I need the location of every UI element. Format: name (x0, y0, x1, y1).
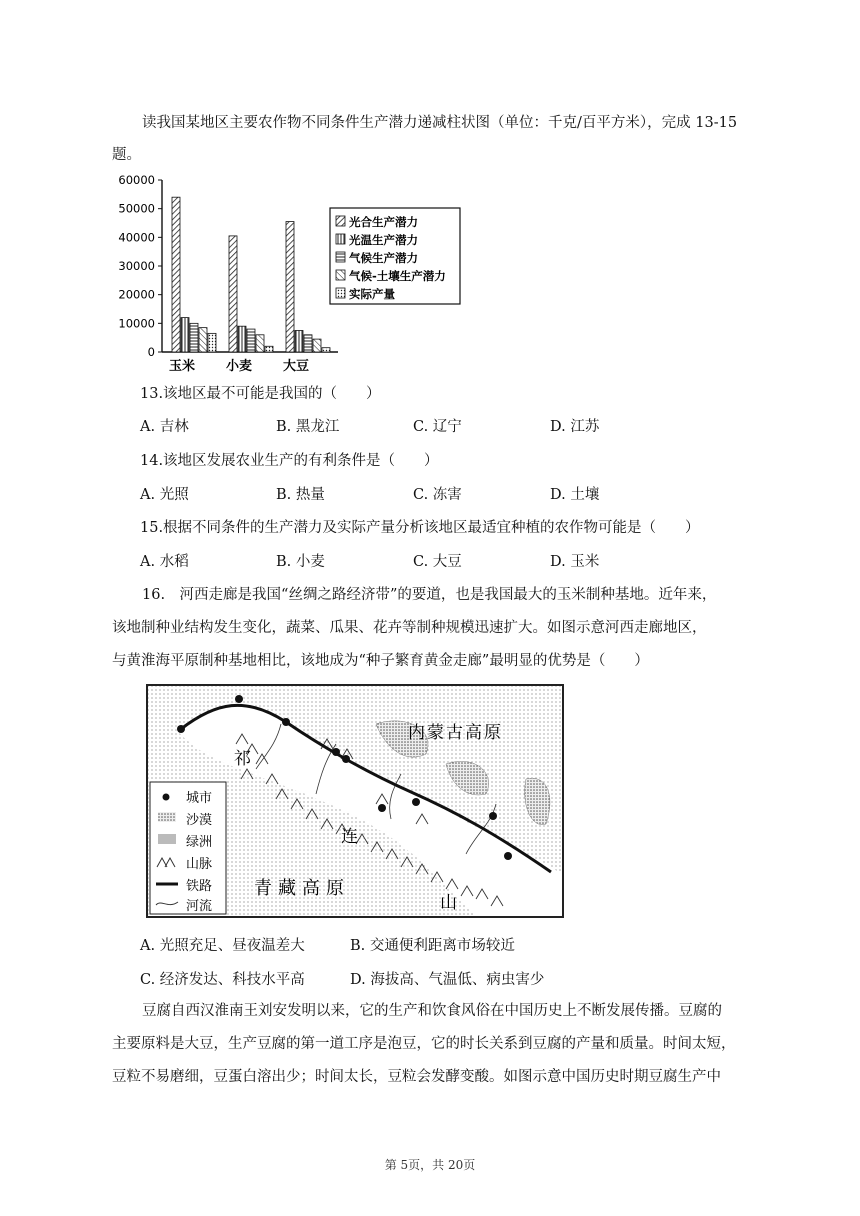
y-tick-label: 0 (147, 345, 155, 359)
bar (208, 333, 216, 352)
label-qilian-2: 连 (341, 827, 358, 847)
y-tick-label: 10000 (118, 316, 155, 331)
q13-option-a[interactable]: A. 吉林 (140, 419, 189, 435)
question-14-stem: 14.该地区发展农业生产的有利条件是（ ） (140, 453, 439, 469)
y-tick-label: 20000 (118, 287, 155, 302)
passage-line-2: 主要原料是大豆，生产豆腐的第一道工序是泡豆，它的时长关系到豆腐的产量和质量。时间太短， (112, 1036, 736, 1052)
bar (172, 197, 180, 352)
y-tick-label: 40000 (118, 230, 155, 245)
legend-swatch (336, 252, 345, 262)
bar-chart (112, 172, 472, 378)
passage-line-1: 豆腐自西汉淮南王刘安发明以来，它的生产和饮食风俗在中国历史上不断发展传播。豆腐的 (142, 1003, 722, 1019)
legend-label: 气候-土壤生产潜力 (349, 269, 446, 283)
q16-option-a[interactable]: A. 光照充足、昼夜温差大 (140, 938, 305, 954)
q13-option-b[interactable]: B. 黑龙江 (276, 419, 340, 435)
q13-option-d[interactable]: D. 江苏 (550, 419, 600, 435)
q14-option-d[interactable]: D. 土壤 (550, 487, 600, 503)
question-16-line-2: 该地制种业结构发生变化，蔬菜、瓜果、花卉等制种规模迅速扩大。如图示意河西走廊地区， (112, 620, 707, 636)
q16-option-d[interactable]: D. 海拔高、气温低、病虫害少 (350, 972, 545, 988)
q14-option-a[interactable]: A. 光照 (140, 487, 189, 503)
legend-label: 光合生产潜力 (349, 215, 418, 229)
legend-swatch (336, 216, 345, 226)
label-qilian-1: 祁 (234, 749, 251, 769)
bars (172, 197, 330, 352)
bar (256, 335, 264, 352)
x-axis-labels (169, 358, 309, 374)
bar (190, 323, 198, 352)
bar (265, 346, 273, 352)
label-inner-mongolia: 内蒙古高原 (408, 723, 503, 743)
legend-label: 实际产量 (349, 287, 395, 301)
q15-option-d[interactable]: D. 玉米 (550, 554, 600, 570)
legend-river-label: 河流 (186, 899, 213, 914)
legend-swatch (336, 234, 345, 244)
label-qinghai-tibet: 青藏高原 (254, 878, 350, 899)
question-16-options-row-2 (140, 968, 780, 992)
legend-desert-icon (158, 812, 176, 822)
question-16-line-3: 与黄淮海平原制种基地相比，该地成为“种子繁育黄金走廊”最明显的优势是（ ） (112, 653, 649, 669)
legend-city-label: 城市 (186, 791, 213, 806)
y-tick-label: 30000 (118, 259, 155, 273)
intro-line-2: 题。 (112, 147, 141, 163)
legend-oasis-label: 绿洲 (186, 835, 213, 850)
bar (313, 339, 321, 352)
bar (238, 326, 246, 352)
question-13-stem: 13.该地区最不可能是我国的（ ） (140, 386, 381, 402)
bar (286, 222, 294, 352)
q14-option-b[interactable]: B. 热量 (276, 487, 325, 503)
question-15-options (140, 550, 780, 574)
question-15-stem: 15.根据不同条件的生产潜力及实际产量分析该地区最适宜种植的农作物可能是（ ） (140, 520, 700, 536)
q16-option-c[interactable]: C. 经济发达、科技水平高 (140, 972, 305, 988)
legend (330, 208, 460, 304)
label-qilian-3: 山 (440, 893, 457, 913)
bar (304, 335, 312, 352)
legend-swatch (336, 270, 345, 280)
x-tick-label: 玉米 (168, 359, 196, 374)
bar (229, 236, 237, 352)
legend-oasis-icon (158, 834, 176, 844)
question-16-options-row-1 (140, 934, 780, 958)
question-16-line-1: 16. 河西走廊是我国“丝绸之路经济带”的要道，也是我国最大的玉米制种基地。近年来， (142, 587, 717, 603)
legend-railway-label: 铁路 (186, 879, 213, 894)
y-tick-label: 60000 (118, 173, 155, 187)
bar (322, 348, 330, 352)
x-tick-label: 小麦 (225, 359, 253, 374)
legend-label: 气候生产潜力 (349, 251, 418, 265)
passage-line-3: 豆粒不易磨细，豆蛋白溶出少；时间太长，豆粒会发酵变酸。如图示意中国历史时期豆腐生产中 (112, 1069, 721, 1085)
bar (295, 331, 303, 353)
intro-line-1: 读我国某地区主要农作物不同条件生产潜力递减柱状图（单位：千克/百平方米），完成 13-15 (142, 115, 738, 131)
hexi-corridor-map (146, 684, 564, 918)
y-tick-label: 50000 (118, 201, 155, 216)
q15-option-c[interactable]: C. 大豆 (413, 554, 462, 570)
q13-option-c[interactable]: C. 辽宁 (413, 419, 462, 435)
q14-option-c[interactable]: C. 冻害 (413, 487, 462, 503)
page-footer: 第 5页，共 20页 (384, 1158, 476, 1172)
q15-option-a[interactable]: A. 水稻 (140, 554, 189, 570)
question-13-options (140, 415, 780, 439)
y-axis (118, 173, 338, 359)
legend-mountain-label: 山脉 (186, 857, 213, 872)
bar (247, 329, 255, 352)
q15-option-b[interactable]: B. 小麦 (276, 554, 325, 570)
legend-desert-label: 沙漠 (186, 813, 213, 828)
question-14-options (140, 483, 780, 507)
q16-option-b[interactable]: B. 交通便利距离市场较近 (350, 938, 515, 954)
bar (199, 328, 207, 352)
legend-city-icon (163, 794, 170, 801)
x-tick-label: 大豆 (282, 359, 310, 374)
legend-swatch (336, 288, 345, 298)
legend-label: 光温生产潜力 (349, 233, 418, 247)
bar (181, 318, 189, 352)
